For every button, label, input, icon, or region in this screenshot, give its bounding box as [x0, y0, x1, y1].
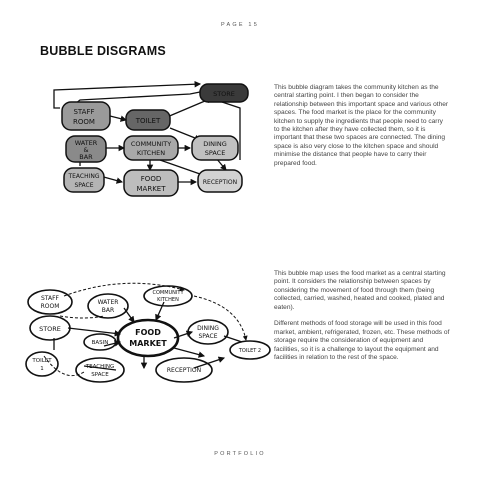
dining-label-line1: DINING [203, 140, 227, 148]
portfolio-footer: PORTFOLIO [214, 451, 266, 457]
bubble-diagram-sketch-2 [24, 276, 272, 392]
water-bar-label-line3: BAR [79, 153, 93, 161]
toilet-label: TOILET [135, 117, 161, 125]
staff-room-label-line1: STAFF [73, 108, 95, 116]
basin-label-2: BASIN [91, 340, 109, 346]
water-bar-label-line1: WATER [74, 139, 98, 147]
kitchen-label-line2: KITCHEN [136, 149, 166, 157]
market-label-2: MARKET [129, 339, 167, 348]
teaching-space-bubble-2 [76, 358, 124, 382]
reception-label-2: RECEPTION [166, 367, 202, 374]
water-bar-label-line2-2: BAR [101, 307, 115, 314]
staff-label-line2: ROOM [40, 303, 60, 310]
teaching-label-line1: TEACHING [68, 173, 100, 180]
water-bar-bubble-2 [88, 294, 128, 318]
dining-label-line2-2: SPACE [198, 333, 218, 340]
reception-label: RECEPTION [202, 179, 238, 186]
food-market-bubble-2 [118, 320, 178, 356]
staff-room-label-line2: ROOM [73, 118, 95, 126]
kitchen-label-line1: COMMUNITY [130, 140, 172, 148]
market-label-line1: FOOD [140, 175, 162, 183]
store-label-2: STORE [39, 325, 61, 333]
dining-space-bubble-2 [188, 320, 228, 344]
staff-label-line1: STAFF [40, 295, 60, 302]
water-bar-label-line1-2: WATER [97, 299, 119, 306]
kitchen-label-2: KITCHEN [157, 297, 179, 303]
community-label-2: COMMUNITY [152, 290, 184, 296]
teaching-label-line1-2: TEACHING [85, 364, 115, 370]
description-paragraph-1: This bubble diagram takes the community kitchen as the central starting point. I then began to consider the relationship between this important space and various other spaces. The food market is the place for the community kitchen to supply the ingredients that people need to carry to the kitchen after they have collected them, so it is important that these two spaces are connected. The dining space is also very close to the kitchen space and should minimise the distance that people have to carry their prepared food. [274, 84, 449, 167]
description-paragraph-2: This bubble map uses the food market as a central starting point. It considers the relationship between spaces by considering the movement of food through them (being collected, carried, washed, heated and cooked, plated and eaten). Different methods of food storage will be used in this food market, ambient, refrigerated, frozen, etc. These methods of storage require the consideration of equipment and facilities, so it is a challenge to layout the equipment and facilities in relation to the rest of the space. [274, 270, 450, 362]
teaching-label-line2: SPACE [74, 182, 94, 189]
dining-label-line2: SPACE [204, 149, 226, 157]
community-kitchen-bubble-2 [144, 286, 192, 306]
toilet-1-bubble-2 [26, 352, 58, 376]
water-bar-label-line2: & [83, 146, 89, 154]
food-label-2: FOOD [135, 328, 161, 337]
toilet-1-label-line1: TOILET [32, 358, 52, 364]
dining-label-line1-2: DINING [197, 325, 219, 332]
staff-room-bubble-2 [28, 290, 72, 314]
section-heading: BUBBLE DISGRAMS [40, 44, 166, 58]
page-number: PAGE 15 [221, 22, 259, 28]
toilet-1-label-line2: 1 [40, 366, 44, 372]
store-label: STORE [213, 90, 235, 98]
market-label-line2: MARKET [136, 185, 166, 193]
teaching-label-line2-2: SPACE [91, 372, 109, 378]
toilet-2-label: TOILET 2 [238, 348, 262, 354]
bubble-diagram-sketch-1 [40, 78, 258, 202]
